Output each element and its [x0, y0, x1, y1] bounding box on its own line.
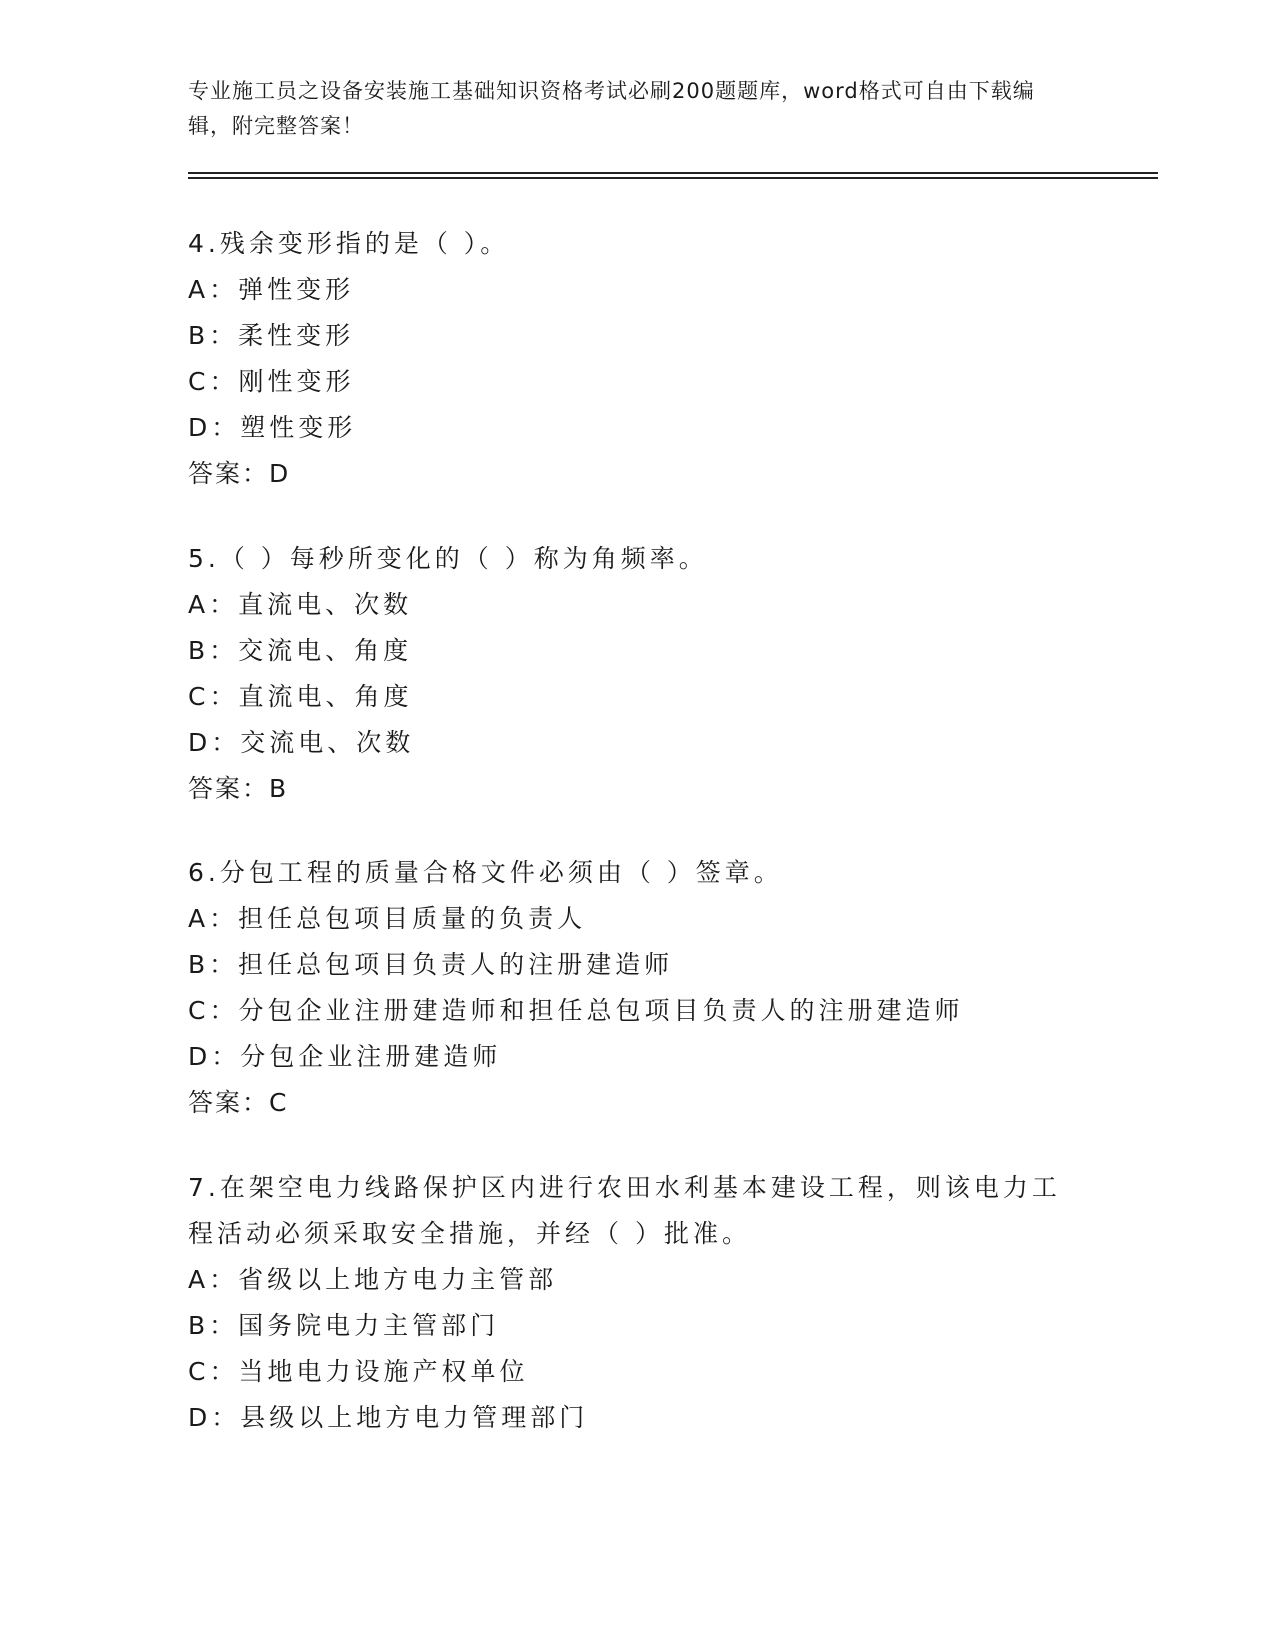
option-a: A：省级以上地方电力主管部: [188, 1265, 558, 1294]
question-4: [188, 221, 1088, 497]
option-d: D：县级以上地方电力管理部门: [188, 1403, 589, 1432]
option-b: B：国务院电力主管部门: [188, 1311, 500, 1340]
option-b: B：担任总包项目负责人的注册建造师: [188, 950, 674, 979]
answer: 答案：C: [188, 1088, 289, 1117]
question-stem: 4.残余变形指的是（ ）。: [188, 229, 510, 258]
question-5: [188, 536, 1088, 812]
option-c: C：当地电力设施产权单位: [188, 1357, 529, 1386]
option-b: B：柔性变形: [188, 321, 355, 350]
answer: 答案：B: [188, 774, 289, 803]
answer: 答案：D: [188, 459, 291, 488]
option-a: A：担任总包项目质量的负责人: [188, 904, 587, 933]
document-header: 专业施工员之设备安装施工基础知识资格考试必刷200题题库，word格式可自由下载编辑，附完整答案！: [188, 79, 1035, 138]
option-d: D：塑性变形: [188, 413, 357, 442]
option-a: A：弹性变形: [188, 275, 355, 304]
question-stem-line-2: 程活动必须采取安全措施，并经（ ）批准。: [188, 1219, 751, 1248]
question-stem: 6.分包工程的质量合格文件必须由（ ）签章。: [188, 858, 783, 887]
option-c: C：分包企业注册建造师和担任总包项目负责人的注册建造师: [188, 996, 964, 1025]
option-a: A：直流电、次数: [188, 590, 413, 619]
option-b: B：交流电、角度: [188, 636, 413, 665]
option-d: D：交流电、次数: [188, 728, 415, 757]
question-stem-line-1: 7.在架空电力线路保护区内进行农田水利基本建设工程，则该电力工: [188, 1173, 1061, 1202]
option-c: C：刚性变形: [188, 367, 355, 396]
header-divider-bottom: [188, 177, 1158, 179]
header-divider-top: [188, 172, 1158, 174]
question-6: [188, 850, 1088, 1126]
option-c: C：直流电、角度: [188, 682, 413, 711]
question-stem: 5.（ ）每秒所变化的（ ）称为角频率。: [188, 544, 708, 573]
option-d: D：分包企业注册建造师: [188, 1042, 502, 1071]
question-7: [188, 1165, 1088, 1441]
